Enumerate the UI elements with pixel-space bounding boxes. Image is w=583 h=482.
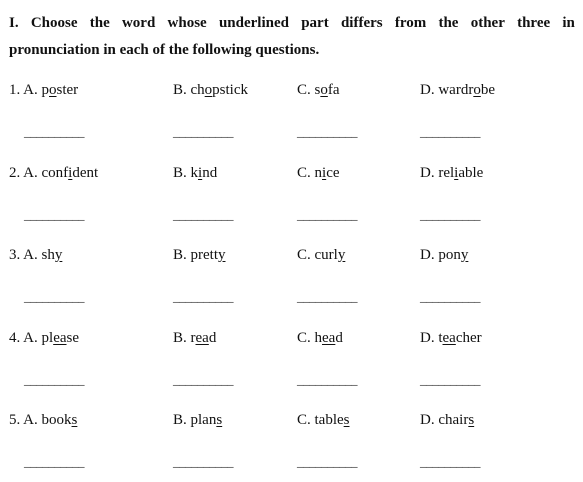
option-text: C. s xyxy=(297,82,321,98)
answer-blank[interactable]: __________ xyxy=(173,289,233,304)
option-b xyxy=(173,245,226,265)
option-text: nd xyxy=(202,165,218,181)
option-d xyxy=(420,163,483,183)
underlined-part: s xyxy=(71,412,78,428)
option-a xyxy=(9,328,79,348)
answer-blank[interactable]: __________ xyxy=(420,289,480,304)
option-c xyxy=(297,163,340,183)
option-text: D. chair xyxy=(420,412,469,428)
answer-blank[interactable]: __________ xyxy=(297,289,357,304)
option-text: B. ch xyxy=(173,82,205,98)
answer-blank[interactable]: __________ xyxy=(297,124,357,139)
option-text: pstick xyxy=(212,82,249,98)
answer-blank[interactable]: __________ xyxy=(24,124,84,139)
option-text: B. plan xyxy=(173,412,217,428)
underlined-part: ea xyxy=(53,330,67,346)
option-a xyxy=(9,163,98,183)
underlined-part: o xyxy=(204,82,213,98)
instruction-word: Choose xyxy=(30,15,78,31)
option-text: be xyxy=(480,82,495,98)
underlined-part: i xyxy=(454,165,459,181)
answer-blank[interactable]: __________ xyxy=(297,454,357,469)
option-text: D. wardr xyxy=(420,82,474,98)
instruction-line-2: pronunciation in each of the following questions. xyxy=(9,42,320,58)
option-text: able xyxy=(458,165,484,181)
instruction-word: underlined xyxy=(218,15,289,31)
option-b xyxy=(173,328,216,348)
answer-blank[interactable]: __________ xyxy=(24,454,84,469)
option-text: cher xyxy=(455,330,482,346)
answer-blank[interactable]: __________ xyxy=(173,124,233,139)
option-text: 4. A. pl xyxy=(9,330,54,346)
underlined-part: y xyxy=(218,247,226,263)
option-text: D. t xyxy=(420,330,443,346)
option-b xyxy=(173,80,248,100)
answer-blank[interactable]: __________ xyxy=(24,289,84,304)
option-text: B. r xyxy=(173,330,196,346)
option-c xyxy=(297,410,350,430)
option-text: D. rel xyxy=(420,165,455,181)
underlined-part: o xyxy=(473,82,481,98)
option-text: B. k xyxy=(173,165,199,181)
option-a xyxy=(9,80,78,100)
option-c xyxy=(297,245,345,265)
instruction-word: differs xyxy=(340,15,383,31)
option-text: 2. A. conf xyxy=(9,165,69,181)
answer-blank[interactable]: __________ xyxy=(297,207,357,222)
option-text: d xyxy=(335,330,343,346)
answer-blank[interactable]: __________ xyxy=(173,454,233,469)
instruction-word: from xyxy=(394,15,427,31)
instruction-line-1 xyxy=(9,10,575,37)
option-c xyxy=(297,328,343,348)
underlined-part: s xyxy=(343,412,350,428)
option-a xyxy=(9,245,62,265)
underlined-part: y xyxy=(337,247,346,263)
underlined-part: ea xyxy=(195,330,209,346)
question-3 xyxy=(0,245,583,317)
option-b xyxy=(173,163,217,183)
question-5 xyxy=(0,410,583,482)
instruction-word: whose xyxy=(167,15,207,31)
option-d xyxy=(420,328,482,348)
option-text: ce xyxy=(326,165,340,181)
instruction-word: part xyxy=(301,15,329,31)
option-d xyxy=(420,245,468,265)
instruction-word: three xyxy=(517,15,551,31)
option-text: 5. A. book xyxy=(9,412,72,428)
answer-blank[interactable]: __________ xyxy=(24,372,84,387)
answer-blank[interactable]: __________ xyxy=(297,372,357,387)
underlined-part: i xyxy=(68,165,73,181)
option-text: C. n xyxy=(297,165,323,181)
option-d xyxy=(420,410,474,430)
option-text: d xyxy=(208,330,217,346)
question-1 xyxy=(0,80,583,152)
option-a xyxy=(9,410,77,430)
underlined-part: o xyxy=(320,82,328,98)
answer-blank[interactable]: __________ xyxy=(420,124,480,139)
option-text: se xyxy=(66,330,80,346)
option-text: C. curl xyxy=(297,247,338,263)
underlined-part: y xyxy=(54,247,63,263)
underlined-part: s xyxy=(216,412,223,428)
question-4 xyxy=(0,328,583,400)
answer-blank[interactable]: __________ xyxy=(420,207,480,222)
option-text: B. prett xyxy=(173,247,218,263)
instruction-word: I. xyxy=(9,15,19,31)
instruction-word: word xyxy=(121,15,156,31)
option-text: 1. A. p xyxy=(9,82,50,98)
question-2 xyxy=(0,163,583,235)
option-d xyxy=(420,80,495,100)
underlined-part: ea xyxy=(322,330,336,346)
option-c xyxy=(297,80,340,100)
option-text: dent xyxy=(72,165,99,181)
underlined-part: s xyxy=(468,412,475,428)
option-text: D. pon xyxy=(420,247,461,263)
option-text: C. table xyxy=(297,412,344,428)
answer-blank[interactable]: __________ xyxy=(173,372,233,387)
instruction-word: the xyxy=(438,15,459,31)
answer-blank[interactable]: __________ xyxy=(420,454,480,469)
option-text: fa xyxy=(327,82,340,98)
underlined-part: y xyxy=(460,247,469,263)
instruction xyxy=(9,10,575,64)
option-b xyxy=(173,410,222,430)
option-text: C. h xyxy=(297,330,323,346)
option-text: ster xyxy=(56,82,79,98)
underlined-part: ea xyxy=(442,330,456,346)
underlined-part: i xyxy=(198,165,203,181)
answer-blank[interactable]: __________ xyxy=(420,372,480,387)
instruction-word: the xyxy=(89,15,110,31)
underlined-part: i xyxy=(322,165,327,181)
instruction-word: other xyxy=(470,15,505,31)
instruction-word: in xyxy=(562,15,575,31)
underlined-part: o xyxy=(49,82,57,98)
answer-blank[interactable]: __________ xyxy=(173,207,233,222)
answer-blank[interactable]: __________ xyxy=(24,207,84,222)
option-text: 3. A. sh xyxy=(9,247,55,263)
